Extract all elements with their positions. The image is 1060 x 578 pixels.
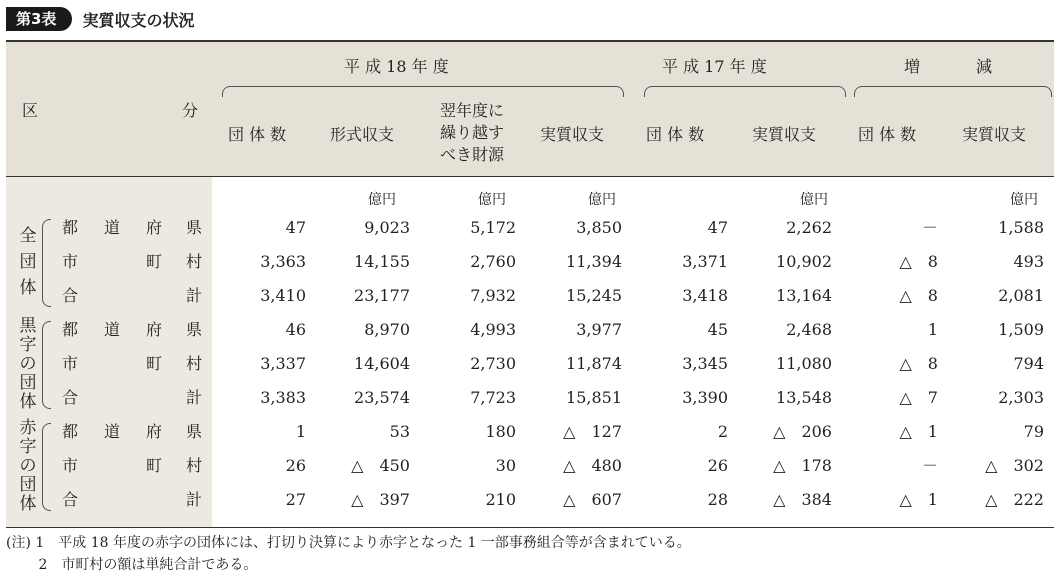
table-cell: 2,303 xyxy=(998,388,1044,407)
table-cell: 23,177 xyxy=(354,286,410,305)
table-cell: △ 8 xyxy=(899,354,938,373)
header-bun: 分 xyxy=(182,101,199,120)
table-body xyxy=(6,177,1054,528)
row-label-char: 都 xyxy=(62,422,79,441)
table-cell: 2,730 xyxy=(470,354,516,373)
table-cell: 10,902 xyxy=(776,252,832,271)
table-row xyxy=(6,245,1054,279)
row-label-char: 市 xyxy=(62,354,79,373)
table-cell: 3,337 xyxy=(260,354,306,373)
row-label-char: 合 xyxy=(62,286,79,305)
table-cell: △ 222 xyxy=(985,490,1044,509)
unit-jisshitsu-zougen: 億円 xyxy=(1010,192,1038,208)
table-cell: 3,345 xyxy=(682,354,728,373)
group-label xyxy=(18,223,38,301)
table-cell: 794 xyxy=(1013,354,1044,373)
table-cell: △ 384 xyxy=(773,490,832,509)
table-row xyxy=(6,483,1054,517)
table-cell: － xyxy=(921,218,938,237)
table-number-badge: 第3表 xyxy=(6,7,72,31)
table-cell: △ 178 xyxy=(773,456,832,475)
row-label-char: 町 xyxy=(146,456,163,475)
group-label-char: 団 xyxy=(19,372,37,393)
table-cell: 3,418 xyxy=(682,286,728,305)
group-label-char: の xyxy=(19,353,37,374)
row-label-char: 町 xyxy=(146,252,163,271)
row-label-char: 都 xyxy=(62,320,79,339)
table-cell: 3,850 xyxy=(576,218,622,237)
table-cell: 14,155 xyxy=(354,252,410,271)
row-label-char: 府 xyxy=(146,218,163,237)
group-brace xyxy=(42,219,51,307)
header-jisshitsu-17: 実質収支 xyxy=(752,125,817,144)
group-label-char: 全 xyxy=(19,226,37,246)
table-cell: △ 302 xyxy=(985,456,1044,475)
row-label-char: 合 xyxy=(62,490,79,509)
table-cell: 3,363 xyxy=(260,252,306,271)
header-keishiki: 形式収支 xyxy=(330,125,395,144)
table-cell: 27 xyxy=(285,490,306,509)
table-row xyxy=(6,449,1054,483)
group-label-char: 赤 xyxy=(19,417,37,438)
header-kubun: 区 xyxy=(22,101,39,120)
table-cell: 3,977 xyxy=(576,320,622,339)
table-cell: 23,574 xyxy=(354,388,410,407)
table-cell: 5,172 xyxy=(470,218,516,237)
table-cell: 47 xyxy=(707,218,728,237)
table-cell: 3,410 xyxy=(260,286,306,305)
table-cell: 53 xyxy=(389,422,410,441)
table-cell: 46 xyxy=(285,320,306,339)
table-cell: 30 xyxy=(495,456,516,475)
group-label-char: の xyxy=(19,455,37,476)
group-label-char: 字 xyxy=(19,334,37,355)
row-label-char: 県 xyxy=(186,320,203,339)
header-jisshitsu-zougen: 実質収支 xyxy=(962,125,1027,144)
header-h18: 平 成 18 年 度 xyxy=(344,57,449,76)
row-label-char: 道 xyxy=(104,422,121,441)
table-row xyxy=(6,347,1054,381)
unit-jisshitsu-17: 億円 xyxy=(800,192,828,208)
table-cell: 2,468 xyxy=(786,320,832,339)
header-yokunen-1: 翌年度に xyxy=(440,101,505,120)
table-title xyxy=(6,6,194,32)
header-h17: 平 成 17 年 度 xyxy=(662,57,767,76)
row-label-char: 道 xyxy=(104,320,121,339)
table-cell: 3,383 xyxy=(260,388,306,407)
header-yokunen-2: 繰り越す xyxy=(440,123,505,142)
header-dantai-18: 団 体 数 xyxy=(228,125,287,144)
table-notes xyxy=(6,532,691,576)
table-row xyxy=(6,415,1054,449)
table-cell: △ 8 xyxy=(899,286,938,305)
table-cell: 2,760 xyxy=(470,252,516,271)
group-label-char: 字 xyxy=(19,436,37,457)
header-dantai-17: 団 体 数 xyxy=(646,125,705,144)
table-header xyxy=(6,40,1054,177)
table-cell: △ 127 xyxy=(563,422,622,441)
table-cell: 15,245 xyxy=(566,286,622,305)
table-cell: 3,371 xyxy=(682,252,728,271)
table-cell: △ 7 xyxy=(899,388,938,407)
table-cell: △ 1 xyxy=(899,490,938,509)
row-label-char: 計 xyxy=(186,388,203,407)
table-cell: 8,970 xyxy=(364,320,410,339)
group-label-char: 体 xyxy=(19,278,37,298)
group-label xyxy=(18,419,38,514)
note-1: (注) 1 平成 18 年度の赤字の団体には、打切り決算により赤字となった 1 一部事務組合等が含まれている。 xyxy=(6,535,691,551)
table-row xyxy=(6,381,1054,415)
table-cell: 1 xyxy=(927,320,938,339)
unit-keishiki: 億円 xyxy=(368,192,396,208)
table-cell: 493 xyxy=(1013,252,1044,271)
table-title-text: 実質収支の状況 xyxy=(82,10,195,30)
row-label-char: 府 xyxy=(146,422,163,441)
table-cell: 79 xyxy=(1023,422,1044,441)
row-label-char: 町 xyxy=(146,354,163,373)
table-row xyxy=(6,279,1054,313)
table-cell: △ 8 xyxy=(899,252,938,271)
table-cell: 45 xyxy=(707,320,728,339)
table-cell: 15,851 xyxy=(566,388,622,407)
row-label-char: 道 xyxy=(104,218,121,237)
table-cell: 9,023 xyxy=(364,218,410,237)
table-cell: 14,604 xyxy=(354,354,410,373)
table-cell: 26 xyxy=(285,456,306,475)
table-cell: △ 607 xyxy=(563,490,622,509)
row-label-char: 都 xyxy=(62,218,79,237)
row-label-char: 県 xyxy=(186,218,203,237)
data-table xyxy=(6,40,1054,528)
unit-yokunen: 億円 xyxy=(478,192,506,208)
table-row xyxy=(6,313,1054,347)
row-label-char: 市 xyxy=(62,456,79,475)
group-label xyxy=(18,317,38,412)
group-label-char: 体 xyxy=(19,391,37,412)
row-label-char: 府 xyxy=(146,320,163,339)
header-gen: 減 xyxy=(976,57,993,76)
row-label-char: 計 xyxy=(186,286,203,305)
table-row xyxy=(6,211,1054,245)
table-cell: 13,548 xyxy=(776,388,832,407)
group-brace xyxy=(42,423,51,511)
table-cell: 210 xyxy=(485,490,516,509)
unit-jisshitsu-18: 億円 xyxy=(588,192,616,208)
table-cell: 11,080 xyxy=(776,354,832,373)
table-cell: 11,874 xyxy=(566,354,622,373)
table-cell: 7,932 xyxy=(470,286,516,305)
table-cell: 1,509 xyxy=(998,320,1044,339)
table-cell: 2,262 xyxy=(786,218,832,237)
table-cell: 1 xyxy=(295,422,306,441)
group-label-char: 団 xyxy=(19,474,37,495)
table-cell: △ 1 xyxy=(899,422,938,441)
table-cell: 13,164 xyxy=(776,286,832,305)
table-cell: 3,390 xyxy=(682,388,728,407)
group-label-char: 体 xyxy=(19,493,37,514)
table-cell: 47 xyxy=(285,218,306,237)
header-dantai-zougen: 団 体 数 xyxy=(858,125,917,144)
note-2: 2 市町村の額は単純合計である。 xyxy=(6,557,258,573)
table-cell: － xyxy=(921,456,938,475)
row-label-char: 計 xyxy=(186,490,203,509)
row-label-char: 村 xyxy=(186,252,203,271)
header-yokunen-3: べき財源 xyxy=(440,145,505,164)
row-label-char: 市 xyxy=(62,252,79,271)
table-cell: 1,588 xyxy=(998,218,1044,237)
table-cell: 2 xyxy=(717,422,728,441)
group-label-char: 黒 xyxy=(19,315,37,336)
table-cell: 26 xyxy=(707,456,728,475)
table-cell: △ 397 xyxy=(351,490,410,509)
row-label-char: 村 xyxy=(186,456,203,475)
header-h18-brace xyxy=(222,86,624,97)
header-h17-brace xyxy=(644,86,846,97)
table-cell: 2,081 xyxy=(998,286,1044,305)
group-label-char: 団 xyxy=(19,252,37,272)
table-cell: △ 450 xyxy=(351,456,410,475)
table-cell: 28 xyxy=(707,490,728,509)
table-cell: △ 480 xyxy=(563,456,622,475)
header-jisshitsu-18: 実質収支 xyxy=(540,125,605,144)
header-zou: 増 xyxy=(904,57,921,76)
group-brace xyxy=(42,321,51,409)
row-label-char: 県 xyxy=(186,422,203,441)
table-cell: 4,993 xyxy=(470,320,516,339)
table-cell: 180 xyxy=(485,422,516,441)
header-zougen-brace xyxy=(854,86,1052,97)
table-cell: △ 206 xyxy=(773,422,832,441)
table-cell: 11,394 xyxy=(566,252,622,271)
table-cell: 7,723 xyxy=(470,388,516,407)
row-label-char: 村 xyxy=(186,354,203,373)
row-label-char: 合 xyxy=(62,388,79,407)
